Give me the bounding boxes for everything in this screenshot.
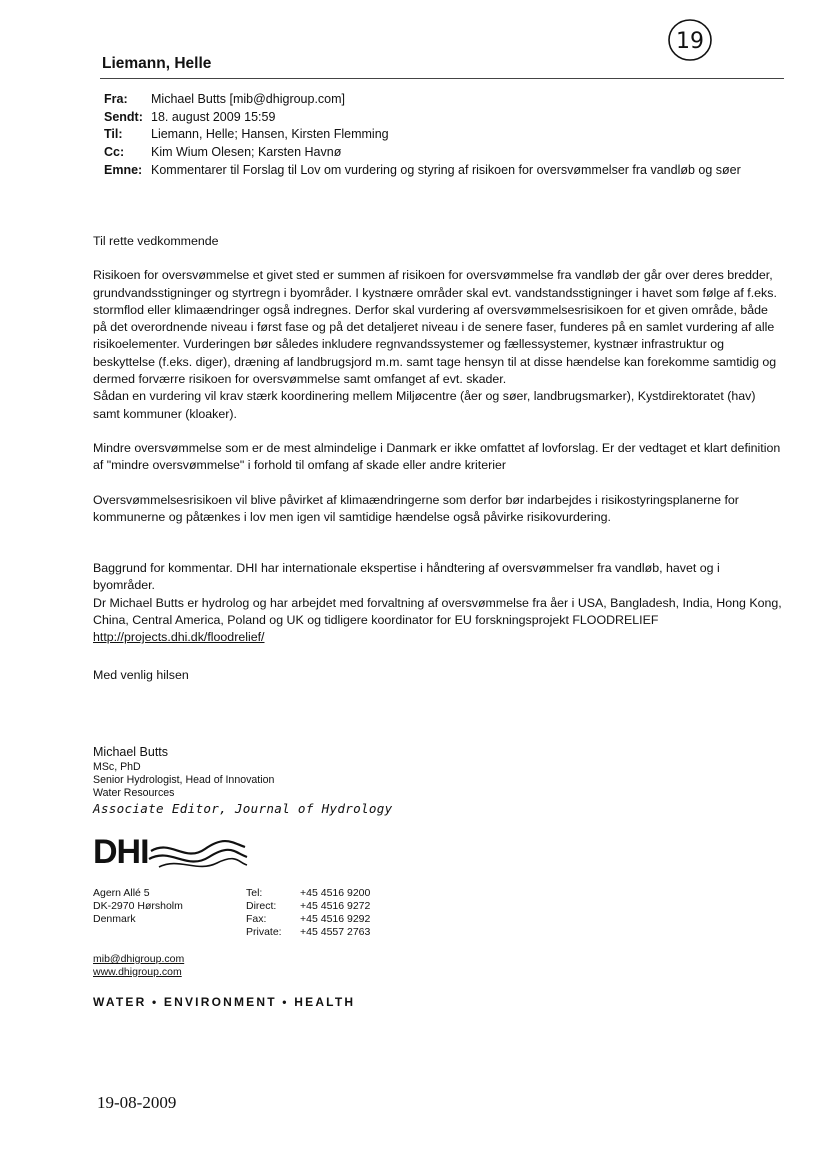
from-value: Michael Butts [mib@dhigroup.com]: [151, 92, 346, 106]
email-body: [93, 233, 783, 684]
subject-value: Kommentarer til Forslag til Lov om vurdering og styring af risikoen for oversvømmelser fra vandløb og søer: [151, 163, 741, 177]
footer-date: 19-08-2009: [97, 1093, 177, 1112]
dhi-logo: [93, 833, 249, 873]
signature-editor-line: Associate Editor, Journal of Hydrology: [93, 801, 393, 816]
email-link[interactable]: mib@dhigroup.com: [93, 953, 185, 965]
paragraph-minor-floods: Mindre oversvømmelse som er de mest almindelige i Danmark er ikke omfattet af lovforslag. Er der vedtaget et klart definition af "mindre oversvømmelse" i forhold til omfang af skade eller andre kriterier: [93, 440, 781, 473]
tel-label: Tel:: [246, 887, 263, 899]
header-divider: [100, 78, 784, 79]
header-cc-row: [104, 144, 764, 162]
address-street: Agern Allé 5: [93, 887, 150, 899]
signature-links: [93, 953, 184, 979]
sent-value: 18. august 2009 15:59: [151, 109, 276, 124]
cc-label: Cc:: [104, 144, 125, 159]
website-link[interactable]: www.dhigroup.com: [93, 966, 182, 978]
from-label: Fra:: [104, 92, 128, 106]
direct-label: Direct:: [246, 900, 277, 912]
sent-label: Sendt:: [104, 109, 143, 124]
signature-name: Michael Butts: [93, 745, 169, 759]
header-from-row: [104, 91, 764, 109]
signature-phone-numbers: [246, 887, 390, 939]
signature-title: Senior Hydrologist, Head of Innovation: [93, 773, 275, 786]
private-label: Private:: [246, 926, 282, 938]
signature-department: Water Resources: [93, 786, 175, 799]
svg-text:19: 19: [676, 29, 704, 54]
header-sent-row: [104, 109, 764, 127]
address-city: DK-2970 Hørsholm: [93, 900, 183, 912]
paragraph-climate: Oversvømmelsesrisikoen vil blive påvirket af klimaændringerne som derfor bør indarbejdes i risikostyringsplanerne for kommunerne og påtænkes i lov men igen vil samtidige hændelse også påvirke risikovurdering.: [93, 492, 739, 524]
header-subject-row: [104, 163, 764, 178]
fax-value: +45 4516 9292: [300, 913, 371, 925]
signature-details: [93, 761, 274, 799]
signature-address: [93, 887, 183, 926]
address-country: Denmark: [93, 913, 136, 925]
cc-value: Kim Wium Olesen; Karsten Havnø: [151, 144, 342, 159]
email-header: [104, 91, 764, 178]
signature-degree: MSc, PhD: [93, 761, 141, 773]
paragraph-background: Baggrund for kommentar. DHI har internationale ekspertise i håndtering af oversvømmelser fra vandløb, havet og i byområder.: [93, 561, 720, 593]
closing: Med venlig hilsen: [93, 667, 189, 682]
svg-text:DHI: DHI: [93, 833, 149, 871]
to-label: Til:: [104, 127, 123, 141]
floodrelief-link[interactable]: http://projects.dhi.dk/floodrelief/: [93, 630, 265, 645]
paragraph-author-bio: Dr Michael Butts er hydrolog og har arbejdet med forvaltning af oversvømmelse fra åer i USA, Bangladesh, India, Hong Kong, China, Central America, Poland og UK og tidligere koordinator for EU forskningsprojekt FLOODRELIEF: [93, 595, 782, 628]
greeting: Til rette vedkommende: [93, 234, 219, 248]
paragraph-flood-risk: Risikoen for oversvømmelse et givet sted er summen af risikoen for oversvømmelse fra vandløb der går over deres bredder, grundvandsstigninger og styrtregn i byområder. I kystnære områder skal evt. vandstandsstigninger i havet som følge af f.eks. stormflod eller klimaændringer også indregnes. Derfor skal vurdering af oversvømmelsesrisikoen for et given område, både på det overordnende niveau i først fase og på det detaljeret niveau i de senere faser, funderes på en samlet vurdering af alle risikoelementer. Vurderingen bør således inkludere regnvandssystemer og fællessystemer, kystnær infrastruktur og beskyttelse (f.eks. diger), dræning af landbrugsjord m.m. samt tage hensyn til at disse hændelse kan forekomme samtidig og dermed forværre risikoen for oversvømmelse samt omfanget af evt. skader.: [93, 268, 777, 387]
recipient-name: Liemann, Helle: [102, 55, 212, 72]
subject-label: Emne:: [104, 163, 143, 177]
header-to-row: [104, 126, 764, 144]
fax-label: Fax:: [246, 913, 267, 925]
private-value: +45 4557 2763: [300, 926, 371, 938]
tel-value: +45 4516 9200: [300, 887, 371, 899]
direct-value: +45 4516 9272: [300, 900, 371, 912]
company-tagline: WATER • ENVIRONMENT • HEALTH: [93, 995, 356, 1009]
handwritten-page-number-stamp: [667, 17, 713, 63]
to-value: Liemann, Helle; Hansen, Kirsten Flemming: [151, 127, 389, 141]
paragraph-coordination: Sådan en vurdering vil krav stærk koordinering mellem Miljøcentre (åer og søer, landbrugsmarker), Kystdirektoratet (hav) samt kommuner (kloaker).: [93, 389, 756, 421]
